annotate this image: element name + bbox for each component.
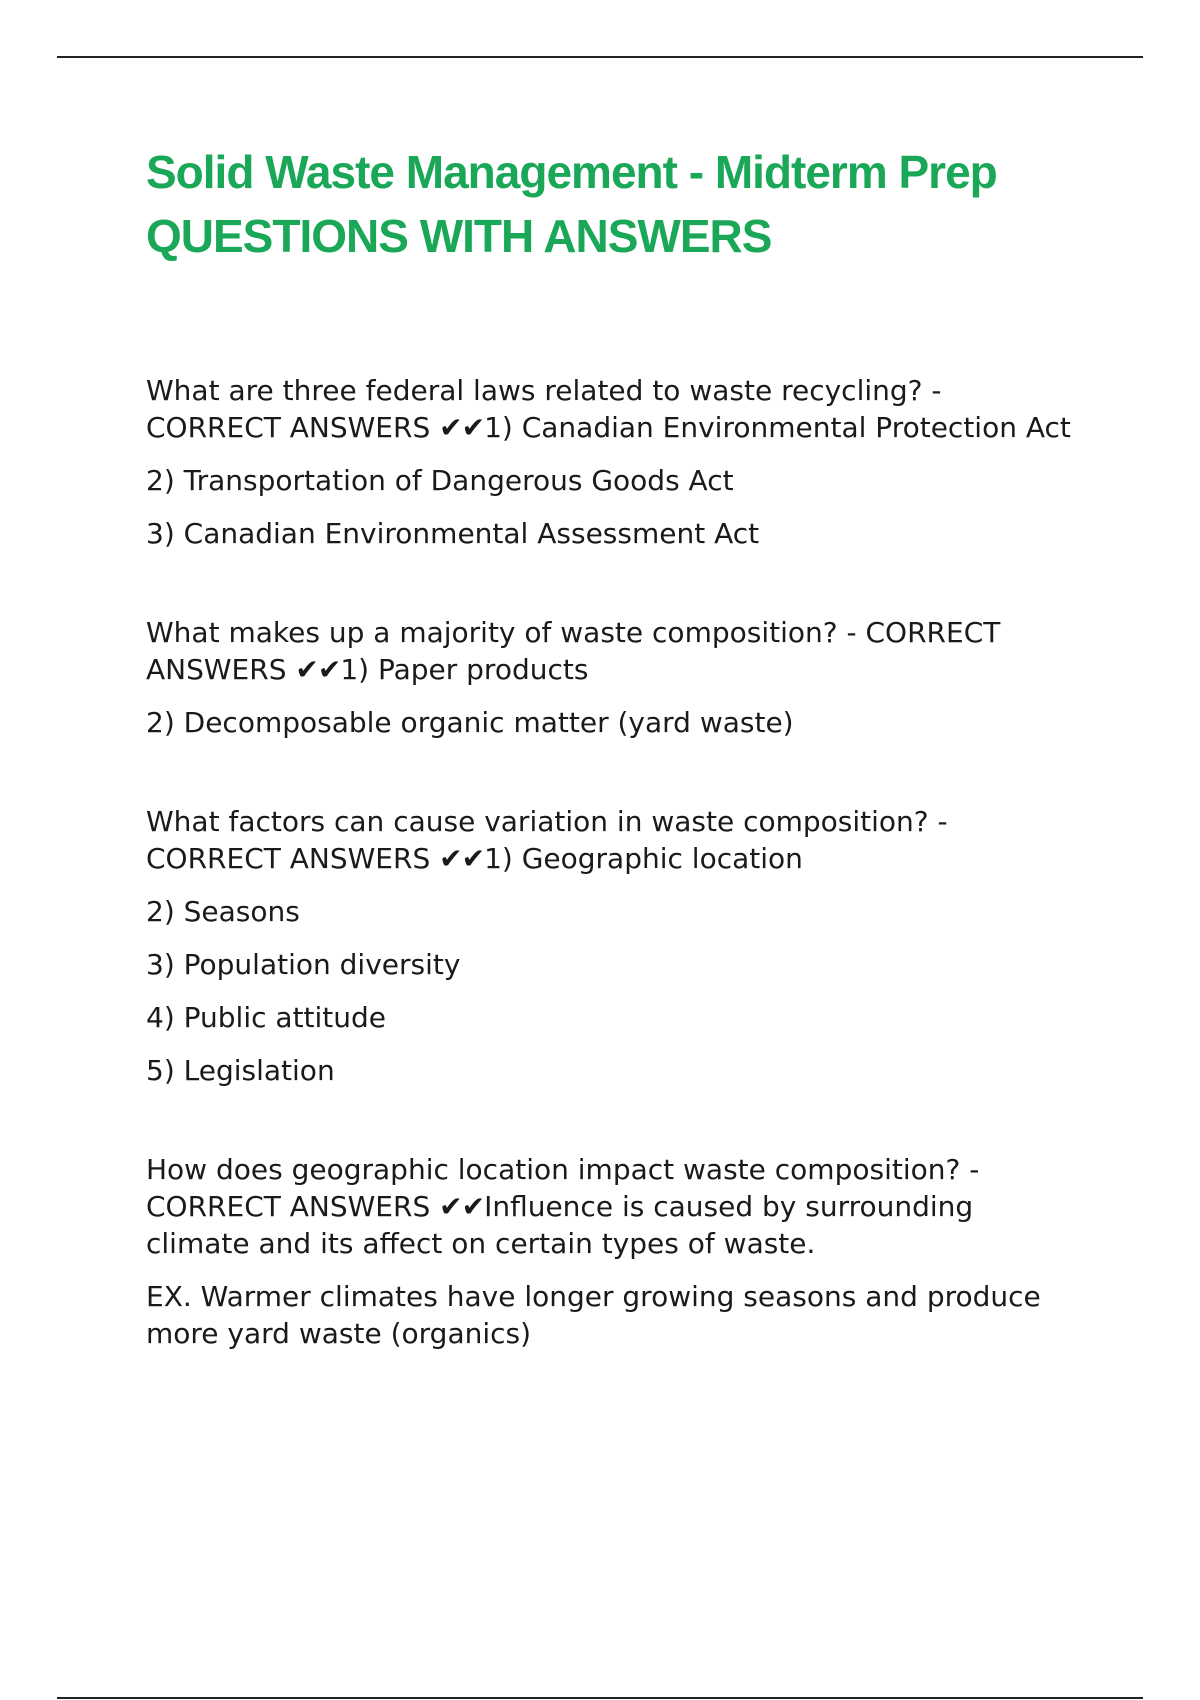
answer-line: 3) Canadian Environmental Assessment Act bbox=[146, 517, 760, 550]
question-paragraph bbox=[146, 1151, 1106, 1262]
checkmark-icon: ✔✔ bbox=[439, 842, 485, 875]
answer-marker: CORRECT ANSWERS bbox=[146, 1190, 431, 1223]
question-text: How does geographic location impact waste composition? - bbox=[146, 1153, 980, 1186]
answer-text: 1) Paper products bbox=[340, 653, 589, 686]
answer-text: 1) Geographic location bbox=[484, 842, 803, 875]
answer-marker: CORRECT ANSWERS bbox=[146, 411, 431, 444]
qa-item bbox=[146, 1151, 1106, 1352]
title-line-1: Solid Waste Management - Midterm Prep bbox=[146, 146, 997, 198]
checkmark-icon: ✔✔ bbox=[439, 1190, 485, 1223]
answer-line: 2) Seasons bbox=[146, 895, 300, 928]
answer-text-continued: climate and its affect on certain types of waste. bbox=[146, 1227, 816, 1260]
checkmark-icon: ✔✔ bbox=[439, 411, 485, 444]
qa-list bbox=[146, 372, 1106, 1352]
answer-line: EX. Warmer climates have longer growing seasons and produce more yard waste (organics) bbox=[146, 1280, 1041, 1350]
answer-line: 2) Decomposable organic matter (yard waste) bbox=[146, 706, 794, 739]
header-rule bbox=[57, 56, 1143, 58]
question-text: What are three federal laws related to waste recycling? - bbox=[146, 374, 942, 407]
question-paragraph bbox=[146, 372, 1106, 446]
title-line-2: QUESTIONS WITH ANSWERS bbox=[146, 210, 772, 262]
answer-marker: CORRECT ANSWERS bbox=[146, 842, 431, 875]
qa-item bbox=[146, 614, 1106, 741]
question-paragraph bbox=[146, 614, 1106, 688]
document-title bbox=[146, 140, 1106, 268]
footer-rule bbox=[57, 1697, 1143, 1699]
checkmark-icon: ✔✔ bbox=[295, 653, 341, 686]
answer-line: 2) Transportation of Dangerous Goods Act bbox=[146, 464, 734, 497]
document-body bbox=[146, 140, 1106, 1414]
answer-marker: ANSWERS bbox=[146, 653, 287, 686]
answer-text: Influence is caused by surrounding bbox=[484, 1190, 974, 1223]
answer-text: 1) Canadian Environmental Protection Act bbox=[484, 411, 1071, 444]
answer-line: 3) Population diversity bbox=[146, 948, 461, 981]
question-paragraph bbox=[146, 803, 1106, 877]
qa-item bbox=[146, 803, 1106, 1089]
question-text: What factors can cause variation in waste composition? - bbox=[146, 805, 948, 838]
question-text: What makes up a majority of waste composition? - CORRECT bbox=[146, 616, 1001, 649]
qa-item bbox=[146, 372, 1106, 552]
answer-line: 4) Public attitude bbox=[146, 1001, 387, 1034]
answer-line: 5) Legislation bbox=[146, 1054, 335, 1087]
